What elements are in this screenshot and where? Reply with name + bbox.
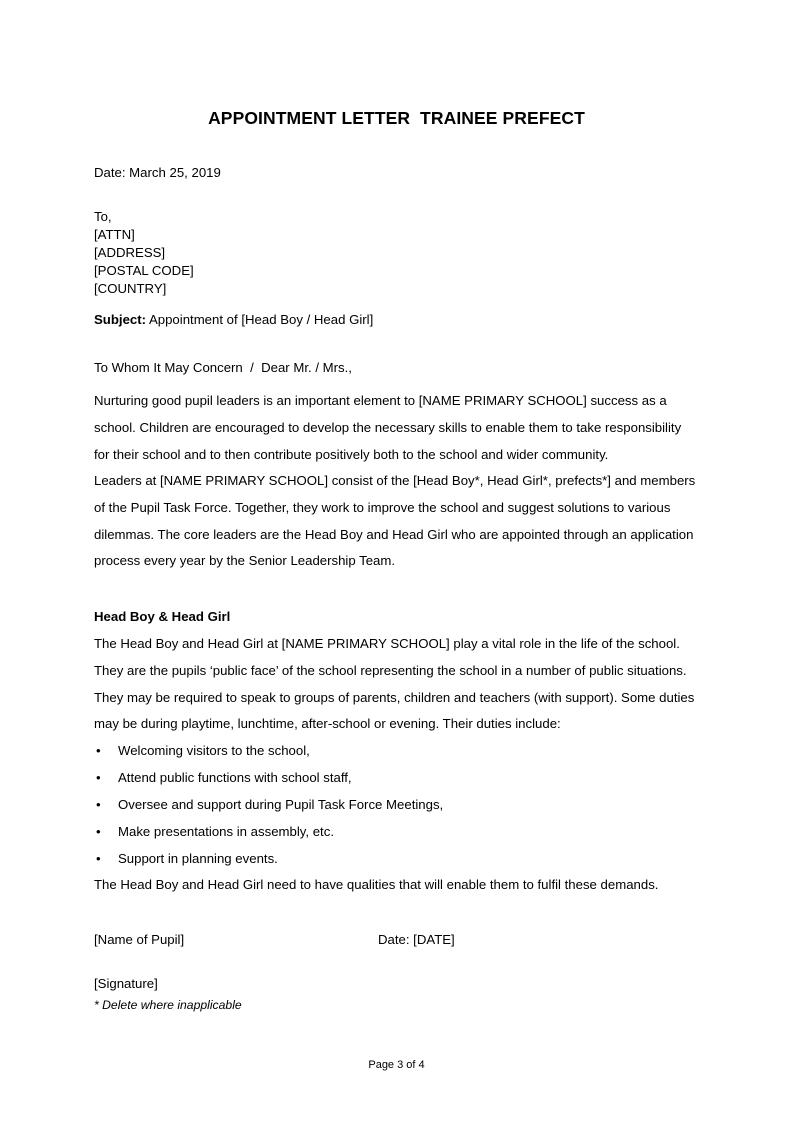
- subject-line: [94, 307, 696, 334]
- recipient-to: To,: [94, 209, 112, 224]
- list-item-label: Attend public functions with school staff,: [118, 770, 352, 785]
- list-item: [94, 845, 696, 872]
- list-item: [94, 791, 696, 818]
- subject-label: Subject:: [94, 312, 147, 327]
- list-item-label: Support in planning events.: [118, 851, 278, 866]
- page-title: APPOINTMENT LETTER TRAINEE PREFECT: [208, 107, 585, 128]
- signature-placeholder: [Signature]: [94, 976, 158, 991]
- closing-line: The Head Boy and Head Girl need to have qualities that will enable them to fulfil these demands.: [94, 877, 659, 892]
- bullet-icon: •: [96, 851, 101, 866]
- salutation-line: To Whom It May Concern / Dear Mr. / Mrs.,: [94, 360, 352, 375]
- list-item: [94, 764, 696, 791]
- footnote: * Delete where inapplicable: [94, 998, 242, 1012]
- signature-row: [94, 927, 696, 954]
- bullet-icon: •: [96, 797, 101, 812]
- signature-date-placeholder: Date: [DATE]: [378, 932, 455, 947]
- bullet-icon: •: [96, 824, 101, 839]
- page-footer: Page 3 of 4: [368, 1059, 425, 1071]
- list-item: [94, 737, 696, 764]
- list-item: [94, 818, 696, 845]
- duties-list: [94, 737, 696, 872]
- recipient-address: [ADDRESS]: [94, 245, 166, 261]
- recipient-postal-code: [POSTAL CODE]: [94, 263, 194, 279]
- bullet-icon: •: [96, 770, 101, 785]
- recipient-country: [COUNTRY]: [94, 281, 167, 297]
- section-heading-head-boy-head-girl: Head Boy & Head Girl: [94, 609, 231, 624]
- list-item-label: Oversee and support during Pupil Task Force Meetings,: [118, 797, 444, 812]
- recipient-attn: [ATTN]: [94, 227, 135, 243]
- paragraph-role: The Head Boy and Head Girl at [NAME PRIMARY SCHOOL] play a vital role in the life of the school. They are the pupils ‘public face’ of the school representing the school in a number of public situations. They may be required to speak to groups of parents, children and teachers (with support). Some duties may be during playtime, lunchtime, after-school or evening. Their duties include:: [94, 636, 695, 732]
- list-item-label: Welcoming visitors to the school,: [118, 743, 310, 758]
- paragraph-intro: Nurturing good pupil leaders is an important element to [NAME PRIMARY SCHOOL] success as a school. Children are encouraged to develop the necessary skills to enable them to take responsibility for their school and to then contribute positively both to the school and wider community.: [94, 393, 682, 462]
- pupil-name-placeholder: [Name of Pupil]: [94, 932, 185, 947]
- list-item-label: Make presentations in assembly, etc.: [118, 824, 334, 839]
- paragraph-leaders: Leaders at [NAME PRIMARY SCHOOL] consist of the [Head Boy*, Head Girl*, prefects*] and members of the Pupil Task Force. Together, they work to improve the school and suggest solutions to various dilemmas. The core leaders are the Head Boy and Head Girl who are appointed through an application process every year by the Senior Leadership Team.: [94, 473, 696, 569]
- subject-value: Appointment of [Head Boy / Head Girl]: [146, 312, 374, 327]
- recipient-address-block: [94, 208, 696, 298]
- bullet-icon: •: [96, 743, 101, 758]
- date-line: Date: March 25, 2019: [94, 165, 221, 180]
